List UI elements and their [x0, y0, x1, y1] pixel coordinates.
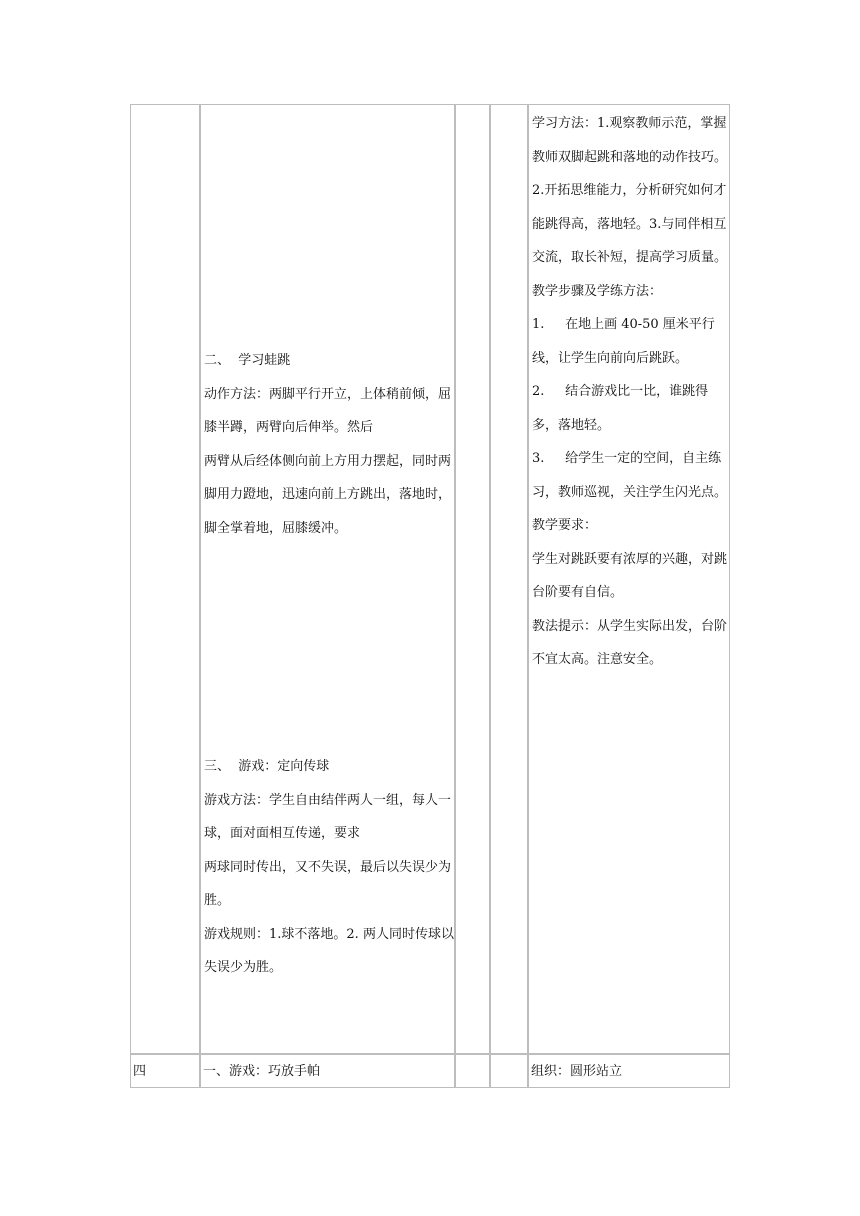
lesson-plan-table [130, 104, 730, 1088]
teaching-tips: 教法提示：从学生实际出发，台阶不宜太高。注意安全。 [532, 618, 728, 667]
section-3-heading: 三、 游戏：定向传球 [204, 759, 330, 774]
teaching-steps-heading: 教学步骤及学练方法： [532, 283, 663, 299]
row-b-empty-cell-3 [455, 1054, 490, 1088]
section-2-heading: 二、 学习蛙跳 [204, 353, 291, 368]
row-a-empty-cell-3 [455, 104, 490, 1054]
row-b-method-cell [528, 1054, 730, 1088]
teaching-requirements-heading: 教学要求： [532, 518, 598, 533]
row-b-empty-cell-4 [490, 1054, 528, 1088]
section-3-body-line-1: 游戏方法：学生自由结伴两人一组，每人一球，面对面相互传递，要求 [204, 792, 452, 841]
step-1: 1. 在地上画 40-50 厘米平行线，让学生向前向后跳跃。 [532, 317, 715, 366]
section-2-body-line-1: 动作方法：两脚平行开立，上体稍前倾，屈膝半蹲，两臂向后伸举。然后 [204, 386, 452, 435]
row-a-method-cell [528, 104, 730, 1054]
row-a-empty-cell-4 [490, 104, 528, 1054]
row-b-content-cell [200, 1054, 455, 1088]
step-2: 2. 结合游戏比一比，谁跳得多，落地轻。 [532, 384, 709, 433]
teaching-requirements: 学生对跳跃要有浓厚的兴趣，对跳台阶要有自信。 [532, 551, 728, 600]
section-2-block [204, 344, 454, 545]
row-b-content-text: 一、游戏：巧放手帕 [203, 1064, 321, 1079]
section-3-block [204, 750, 454, 985]
row-a-content-cell [200, 104, 455, 1054]
row-b-method-text: 组织：圆形站立 [531, 1064, 623, 1079]
section-2-body-line-2: 两臂从后经体侧向前上方用力摆起，同时两脚用力蹬地，迅速向前上方跳出，落地时，脚全掌着地，屈膝缓冲。 [204, 453, 452, 536]
method-block [532, 107, 730, 677]
row-a-stage-cell [130, 104, 200, 1054]
step-3: 3. 给学生一定的空间，自主练习，教师巡视，关注学生闪光点。 [532, 451, 728, 500]
learning-method: 学习方法：1.观察教师示范，掌握教师双脚起跳和落地的动作技巧。2.开拓思维能力，分析研究如何才能跳得高，落地轻。3.与同伴相互交流，取长补短，提高学习质量。 [532, 116, 728, 265]
section-3-body-line-2: 两球同时传出，又不失误，最后以失误少为胜。 [204, 859, 452, 908]
row-b-stage-text: 四 [133, 1064, 147, 1079]
row-b-stage-cell [130, 1054, 200, 1088]
section-3-rules: 游戏规则：1.球不落地。2. 两人同时传球以失误少为胜。 [204, 926, 454, 975]
